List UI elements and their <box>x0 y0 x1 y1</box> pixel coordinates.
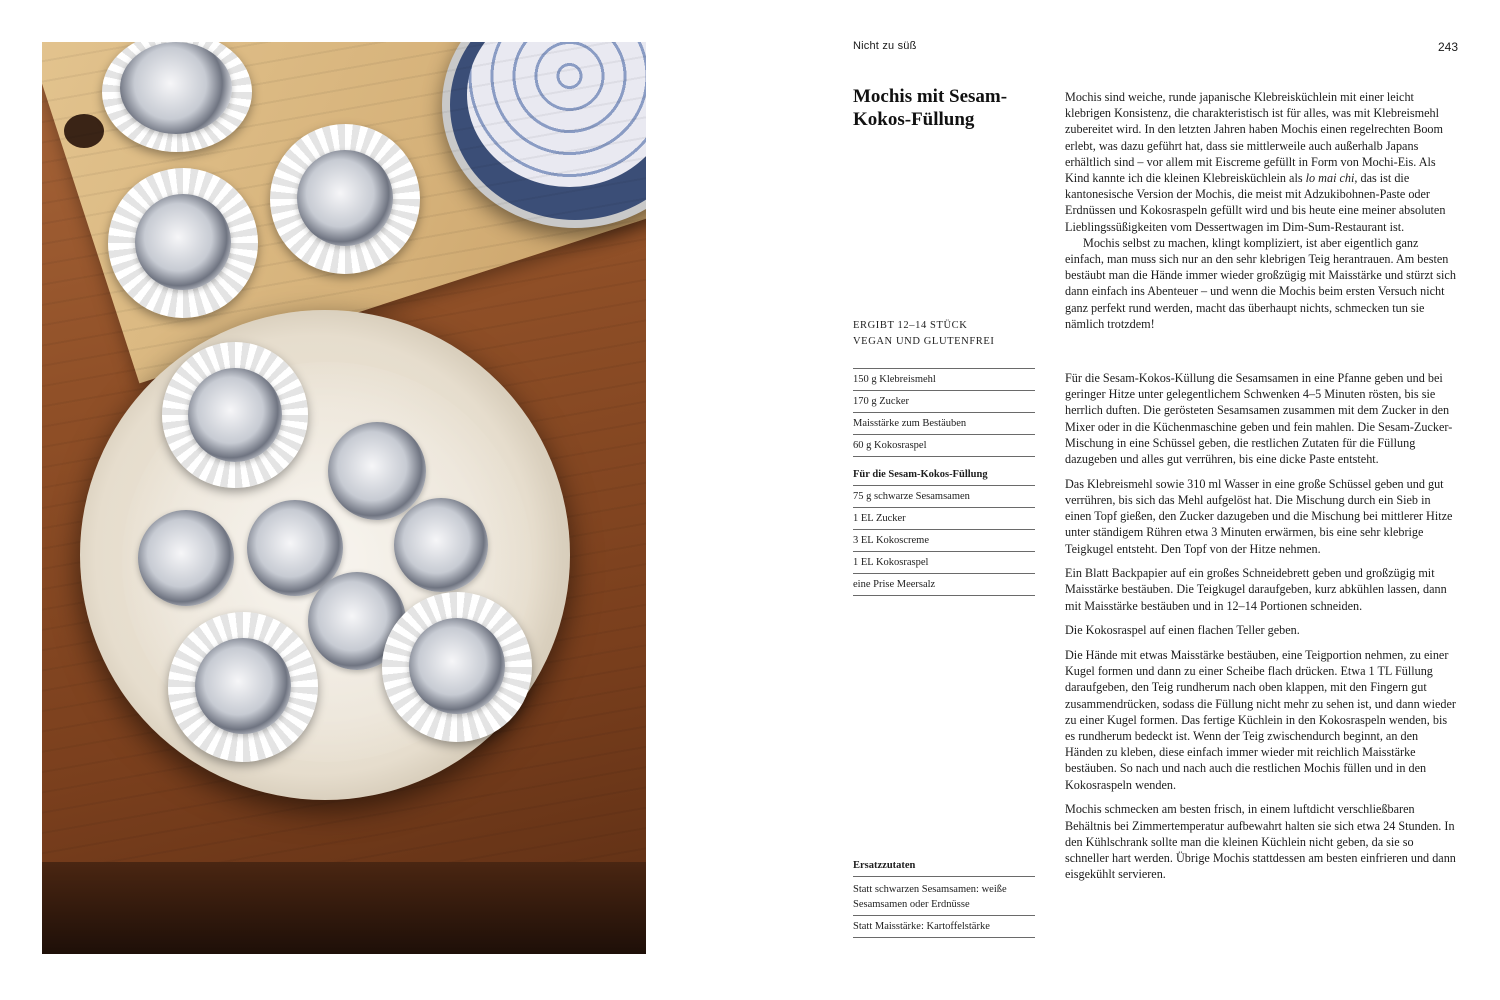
substitute-item: Statt schwarzen Sesamsamen: weiße Sesamsamen oder Erdnüsse <box>853 879 1035 916</box>
intro-italic-term: lo mai chi <box>1305 171 1355 186</box>
method-step: Ein Blatt Backpapier auf ein großes Schneidebrett geben und großzügig mit Maisstärke bestäuben. Die Teigkugel daraufgeben, kurz abkühlen lassen, dann mit Maisstärke bestäuben und in 12–14 Portionen schneiden. <box>1065 566 1447 613</box>
method-steps <box>1065 370 1457 891</box>
recipe-yield <box>853 318 1043 350</box>
substitutes-heading: Ersatzzutaten <box>853 858 1035 877</box>
mochi <box>135 194 231 290</box>
filling-list <box>853 486 1035 596</box>
method-step: Für die Sesam-Kokos-Küllung die Sesamsamen in eine Pfanne geben und bei geringer Hitze unter gelegentlichem Schwenken 4–5 Minuten rösten, bis sie herrlich duften. Die gerösteten Sesamsamen zusammen mit dem Zucker in den Mixer oder in die Küchenmaschine geben und fein mahlen. Die Sesam-Zucker-Mischung in eine Schüssel geben, die restlichen Zutaten für die Füllung dazugeben und alles gut verrühren, bis eine dicke Paste entsteht. <box>1065 371 1453 467</box>
intro-paragraph <box>1065 89 1457 235</box>
mochi <box>297 150 393 246</box>
method-step: Die Hände mit etwas Maisstärke bestäuben, eine Teigportion nehmen, zu einer Kugel formen und dann zu einer Scheibe flach drücken. Etwa 1 TL Füllung daraufgeben, den Teig rundherum nach oben klappen, mit den Fingern gut zusammendrücken, sodass die Füllung nicht mehr zu sehen ist, und dann wieder zu einer Kugel formen. Das fertige Küchlein in den Kokosraspeln wenden, bis es rundherum bedeckt ist. Wenn der Teig zwischendurch beginnt, an den Händen zu kleben, diese einfach immer wieder mit reichlich Maisstärke bestäuben. So nach und nach auch die restlichen Mochis füllen und in den Kokosraspeln wenden. <box>1065 648 1456 792</box>
method-step: Das Klebreismehl sowie 310 ml Wasser in eine große Schüssel geben und gut verrühren, bis sich das Mehl aufgelöst hat. Die Mischung durch ein Sieb in einen Topf gießen, den Zucker dazugeben und die Mischung bei mittlerer Hitze unter ständigem Rühren etwa 3 Minuten erwärmen, bis eine sehr klebrige Teigkugel entsteht. Den Topf von der Hitze nehmen. <box>1065 476 1453 556</box>
filling-item: eine Prise Meersalz <box>853 574 1035 596</box>
page-number: 243 <box>1437 40 1458 54</box>
method-step: Mochis schmecken am besten frisch, in einem luftdicht verschließbaren Behältnis bei Zimmertemperatur aufbewahrt halten sie sich etwa 24 Stunden. In den Kühlschrank sollte man die kleinen Küchlein nicht geben, da sie so schneller hart werden. Übrige Mochis stattdessen am besten einfrieren und dann eisgekühlt servieren. <box>1065 802 1456 882</box>
mochi <box>195 638 291 734</box>
running-head: Nicht zu süß <box>853 40 917 52</box>
filling-item: 75 g schwarze Sesamsamen <box>853 486 1035 508</box>
mochi <box>120 42 232 134</box>
ingredient-list <box>853 368 1035 457</box>
intro-paragraph: Mochis selbst zu machen, klingt kompliziert, ist aber eigentlich ganz einfach, man muss sich nur an den sehr klebrigen Teig herantrauen. Am besten bestäubt man die Hände immer wieder großzügig mit Maisstärke und stürzt sich dann einfach ins Abenteuer – und wenn die Mochis beim ersten Versuch nicht ganz perfekt rund werden, macht das überhaupt nichts, schmecken tun sie nämlich trotzdem! <box>1065 235 1456 331</box>
table-shadow <box>42 862 646 954</box>
filling-item: 1 EL Kokosraspel <box>853 552 1035 574</box>
intro-text-b: , das ist die kantonesische Version der Mochis, die meist mit Adzukibohnen-Paste oder Erdnüssen und Kokosraspeln gefüllt wird und bis heute eine meiner absoluten Lieblingssüßigkeiten vom Dessertwagen im Dim-Sum-Restaurant ist. <box>1065 171 1446 234</box>
ingredient-item: Maisstärke zum Bestäuben <box>853 413 1035 435</box>
mochi <box>328 422 426 520</box>
filling-heading: Für die Sesam-Kokos-Füllung <box>853 464 1035 486</box>
mochi <box>188 368 282 462</box>
filling-item: 3 EL Kokoscreme <box>853 530 1035 552</box>
ingredient-item: 150 g Klebreismehl <box>853 368 1035 391</box>
substitute-item: Statt Maisstärke: Kartoffelstärke <box>853 916 1035 938</box>
mochi <box>138 510 234 606</box>
substitutes-list <box>853 879 1035 938</box>
yield-count: ERGIBT 12–14 STÜCK <box>853 320 968 331</box>
filling-item: 1 EL Zucker <box>853 508 1035 530</box>
mochi <box>394 498 488 592</box>
intro-text <box>1065 89 1457 332</box>
recipe-title: Mochis mit Sesam-Kokos-Füllung <box>853 86 1008 130</box>
ingredient-item: 170 g Zucker <box>853 391 1035 413</box>
mochi <box>409 618 505 714</box>
yield-diet: VEGAN UND GLUTENFREI <box>853 336 995 347</box>
intro-text-a: Mochis sind weiche, runde japanische Klebreisküchlein mit einer leicht klebrigen Konsistenz, die charakteristisch ist für alles, was mit Klebreismehl zubereitet wird. In den letzten Jahren haben Mochis einen regelrechten Boom erlebt, was dazu geführt hat, dass sie mittlerweile auch außerhalb Japans erhältlich sind – vor allem mit Eiscreme gefüllt in Form von Mochi-Eis. Als Kind kannte ich die kleinen Klebreisküchlein als <box>1065 90 1444 186</box>
method-step: Die Kokosraspel auf einen flachen Teller geben. <box>1065 623 1300 638</box>
recipe-photo <box>42 42 646 954</box>
ingredient-item: 60 g Kokosraspel <box>853 435 1035 457</box>
